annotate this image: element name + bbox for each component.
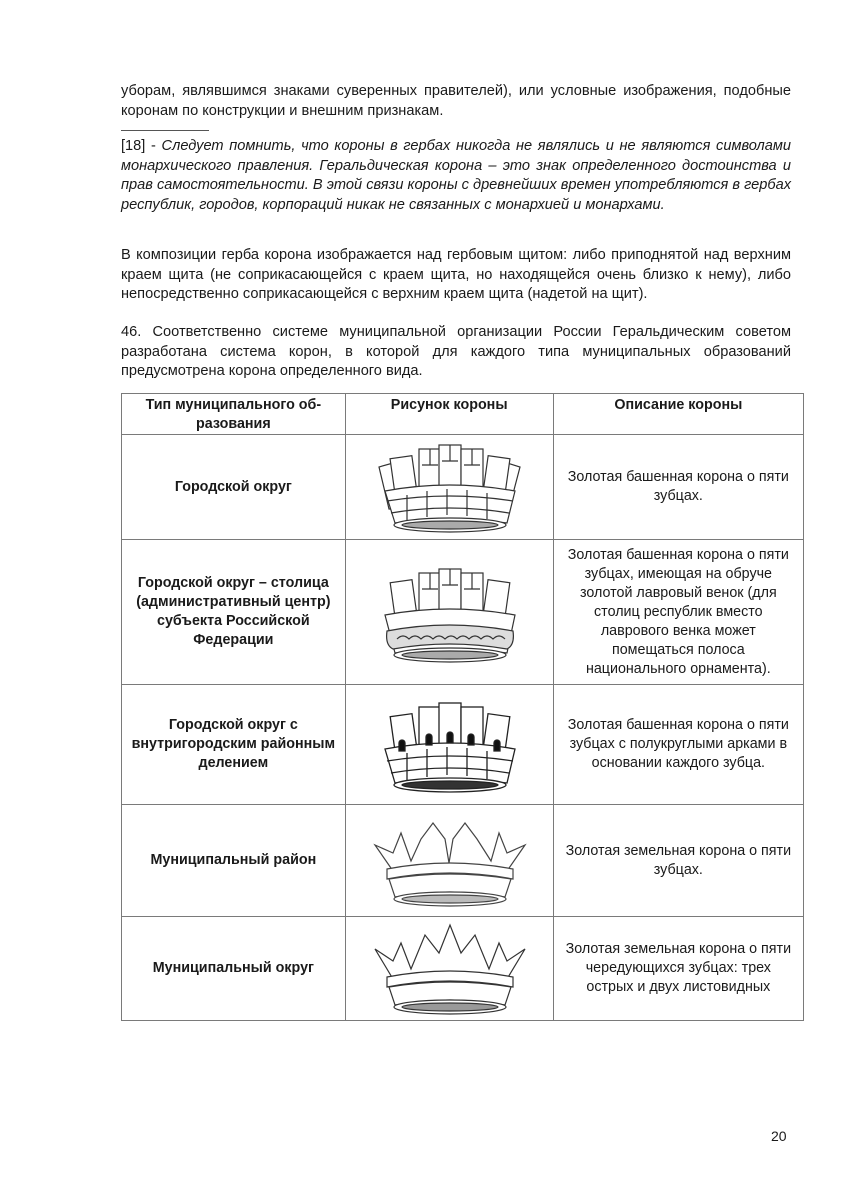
table-row: [122, 435, 804, 540]
footnote-text: Следует помнить, что короны в гербах никогда не являлись и не являются символами монархического правления. Геральдическая корона – это знак определенного достоинства и прав самостоятельности. В этой связи короны с древнейших времен употребляются в гербах республик, городов, корпораций никак не связанных с монархией и монархами.: [121, 138, 792, 213]
crowns-table: [121, 393, 804, 1021]
row-description: Золотая земельная корона о пяти зубцах.: [553, 805, 803, 917]
row-type: Муниципальный округ: [122, 917, 346, 1021]
row-type: Городской округ: [122, 435, 346, 540]
footnote-separator: [121, 130, 209, 131]
footnote-marker: [18] -: [121, 138, 162, 154]
row-type: Городской округ – столица (административный центр) субъекта Российской Федерации: [122, 540, 346, 685]
table-header-row: [122, 394, 804, 435]
row-picture: [345, 540, 553, 685]
intro-paragraph: уборам, являвшимся знаками суверенных правителей), или условные изображения, подобные коронам по конструкции и внешним признакам.: [121, 83, 791, 119]
section-46-paragraph: 46. Соответственно системе муниципальной организации России Геральдическим советом разработана система корон, в которой для каждого типа муниципальных образований предусмотрена корона определенного вида.: [121, 324, 791, 379]
table-row: [122, 540, 804, 685]
composition-paragraph: В композиции герба корона изображается над гербовым щитом: либо приподнятой над верхним краем щита (не соприкасающейся с краем щита, но находящейся очень близко к нему), либо непосредственно соприкасающейся с верхним краем щита (надетой на щит).: [121, 247, 791, 302]
row-picture: [345, 805, 553, 917]
tower-crown-icon: [357, 439, 542, 535]
row-type: Городской округ с внутригородским районным делением: [122, 685, 346, 805]
row-description: Золотая башенная корона о пяти зубцах, имеющая на обруче золотой лавровый венок (для столиц республик вместо лаврового венка может помещаться полоса национального орнамента).: [553, 540, 803, 685]
table-row: [122, 805, 804, 917]
header-type: Тип муниципального об-разования: [122, 394, 346, 435]
footnote: [121, 137, 791, 215]
table-row: [122, 685, 804, 805]
row-description: Золотая башенная корона о пяти зубцах.: [553, 435, 803, 540]
tower-crown-arches-icon: [357, 695, 542, 795]
earthen-crown-alternating-icon: [357, 921, 542, 1017]
header-description: Описание короны: [553, 394, 803, 435]
page-number: 20: [771, 1128, 787, 1144]
header-picture: Рисунок короны: [345, 394, 553, 435]
row-type: Муниципальный район: [122, 805, 346, 917]
row-picture: [345, 435, 553, 540]
tower-crown-laurel-icon: [357, 557, 542, 667]
row-description: Золотая башенная корона о пяти зубцах с полукруглыми арками в основании каждого зубца.: [553, 685, 803, 805]
row-picture: [345, 685, 553, 805]
earthen-crown-icon: [357, 813, 542, 909]
row-description: Золотая земельная корона о пяти чередующихся зубцах: трех острых и двух листовидных: [553, 917, 803, 1021]
table-row: [122, 917, 804, 1021]
row-picture: [345, 917, 553, 1021]
